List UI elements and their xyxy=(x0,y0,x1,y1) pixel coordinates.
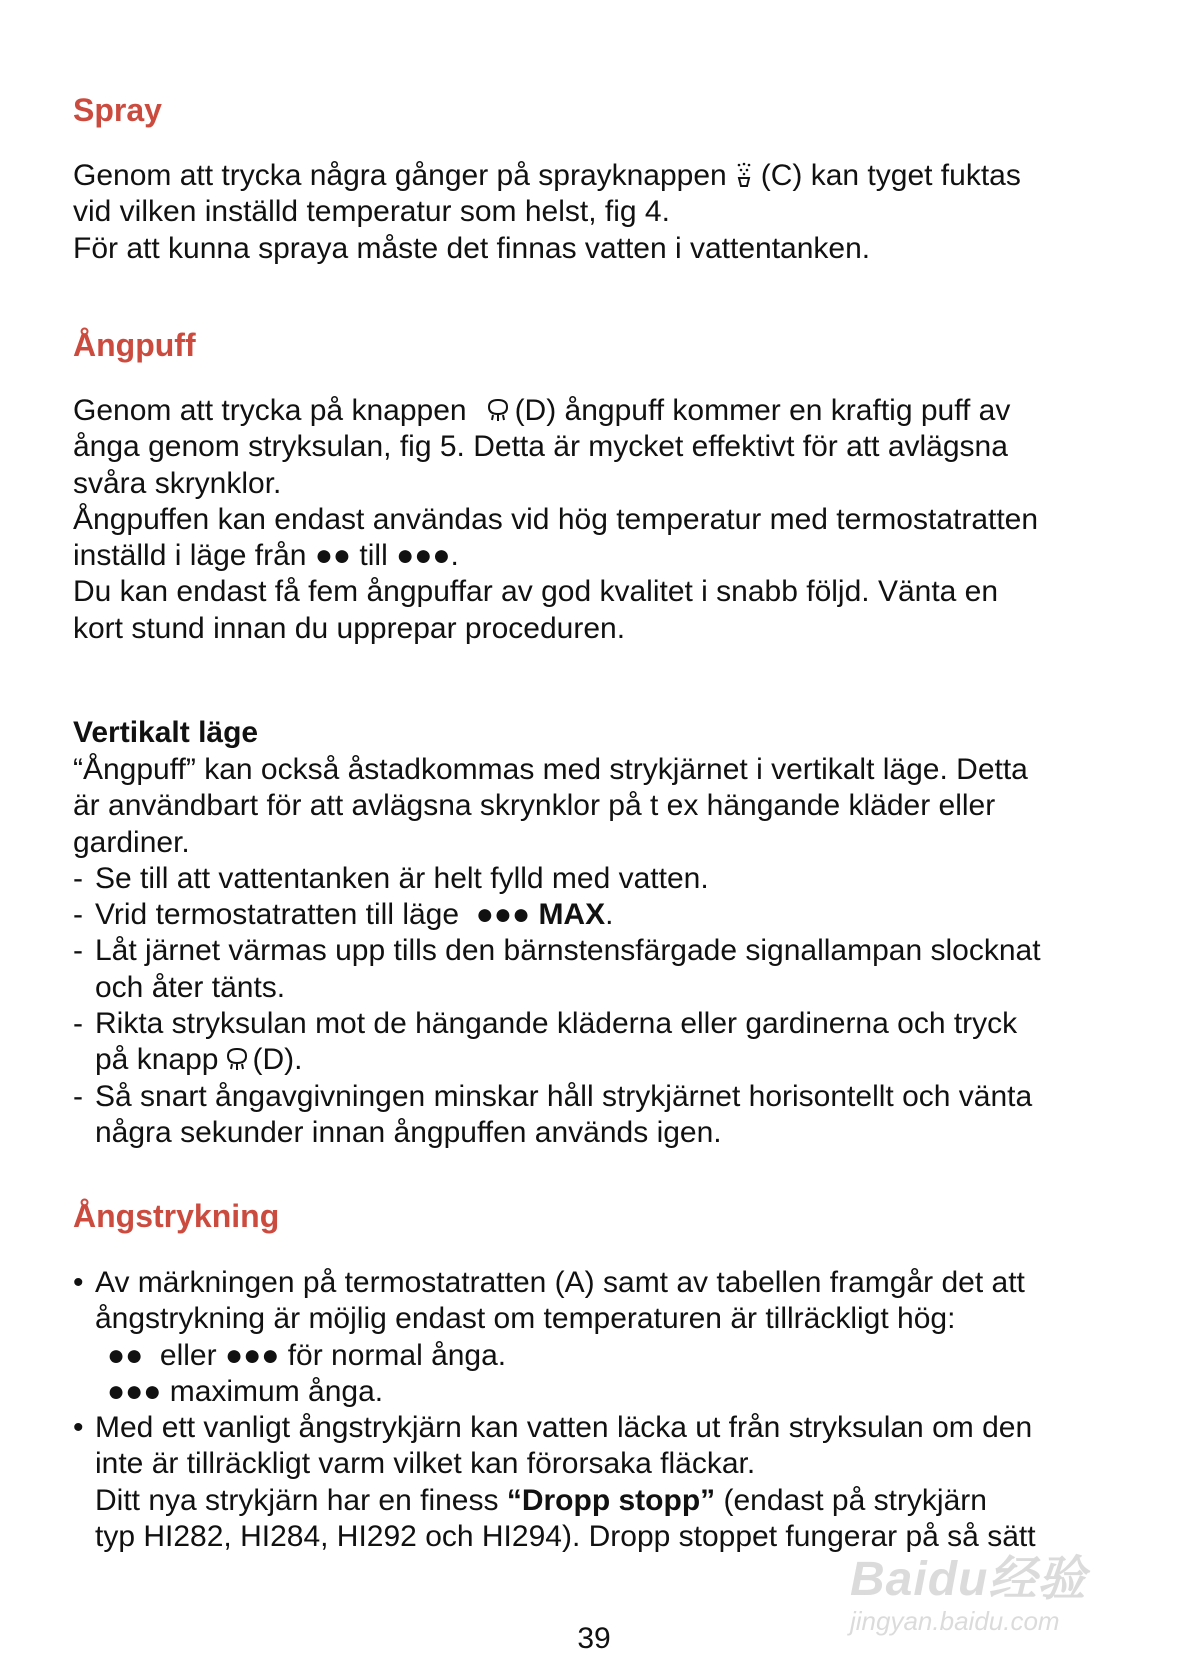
heading-spray: Spray xyxy=(73,92,162,128)
heading-vertikalt: Vertikalt läge xyxy=(73,716,259,749)
heat-dots-2: ●● xyxy=(107,1338,144,1372)
heading-angpuff: Ångpuff xyxy=(73,327,196,363)
list-item: - Rikta stryksulan mot de hängande kläderna eller gardinerna och tryck på knapp (D). xyxy=(73,1007,1018,1077)
watermark-url: jingyan.baidu.com xyxy=(850,1606,1060,1636)
steam-puff-icon xyxy=(224,1045,246,1071)
heat-dots-2: ●● xyxy=(314,539,352,573)
heat-dots-3: ●●● xyxy=(107,1374,162,1408)
page-number: 39 xyxy=(577,1622,611,1655)
angstrykning-text xyxy=(73,1265,1123,1555)
list-item: • Med ett vanligt ångstrykjärn kan vatten läcka ut från stryksulan om den inte är tillräckligt varm vilket kan förorsaka fläckar. Ditt nya strykjärn har en finess “Dropp stopp” (endast på strykjärn typ HI282, HI284, HI292 och HI294). Dropp stoppet fungerar på så sätt xyxy=(73,1411,1036,1554)
watermark xyxy=(850,1540,1130,1650)
angpuff-text: Genom att trycka på knappen (D) ångpuff kommer en kraftig puff av ånga genom stryksulan, fig 5. Detta är mycket effektivt för att avlägsna svåra skrynklor. Ångpuffen kan endast användas vid hög temperatur med termostatratten inställd i läge från ●● till ●●●. Du kan endast få fem ångpuffar av god kvalitet i snabb följd. Vänta en kort stund innan du upprepar proceduren. xyxy=(73,394,1039,645)
list-item: • Av märkningen på termostatratten (A) samt av tabellen framgår det att ångstrykning är möjlig endast om temperaturen är tillräckligt hög: ●● eller ●●● för normal ånga. ●●● maximum ånga. xyxy=(73,1266,1025,1408)
list-item: - Så snart ångavgivningen minskar håll strykjärnet horisontellt och vänta några sekunder innan ångpuffen används igen. xyxy=(73,1079,1033,1149)
heat-dots-3: ●●● xyxy=(475,898,531,932)
heading-angstrykning: Ångstrykning xyxy=(73,1198,280,1234)
heat-dots-3: ●●● xyxy=(224,1338,280,1372)
watermark-brand: Baidu经验 xyxy=(850,1553,1087,1606)
list-item: - Vrid termostatratten till läge ●●● MAX. xyxy=(73,898,614,932)
steam-puff-icon xyxy=(485,396,507,422)
heat-dots-3: ●●● xyxy=(396,539,451,573)
spray-icon xyxy=(733,161,755,187)
spray-text: Genom att trycka några gånger på sprayknappen (C) kan tyget fuktas vid vilken inställd temperatur som helst, fig 4. För att kunna spraya måste det finnas vatten i vattentanken. xyxy=(73,159,1021,265)
list-item: - Låt järnet värmas upp tills den bärnstensfärgade signallampan slocknat och åter tänts. xyxy=(73,934,1041,1004)
list-item: - Se till att vattentanken är helt fylld med vatten. xyxy=(73,861,709,895)
vertikalt-text: “Ångpuff” kan också åstadkommas med strykjärnet i vertikalt läge. Detta är användbart för att avlägsna skrynklor på t ex hängande kläder eller gardiner. - Se till att vattentanken är helt fylld med vatten. - Vrid termostatratten till läge ●●● MAX. - Låt järnet värmas upp tills den bärnstensfärgade signallampan slocknat och åter tänts. - Rikta stryksulan mot de hängande kläderna eller gardinerna och tryck på knapp (D). - Så snart ångavgivningen minskar håll strykjärnet horisontellt och vänta några sekunder innan ångpuffen används igen. xyxy=(73,752,1123,1151)
